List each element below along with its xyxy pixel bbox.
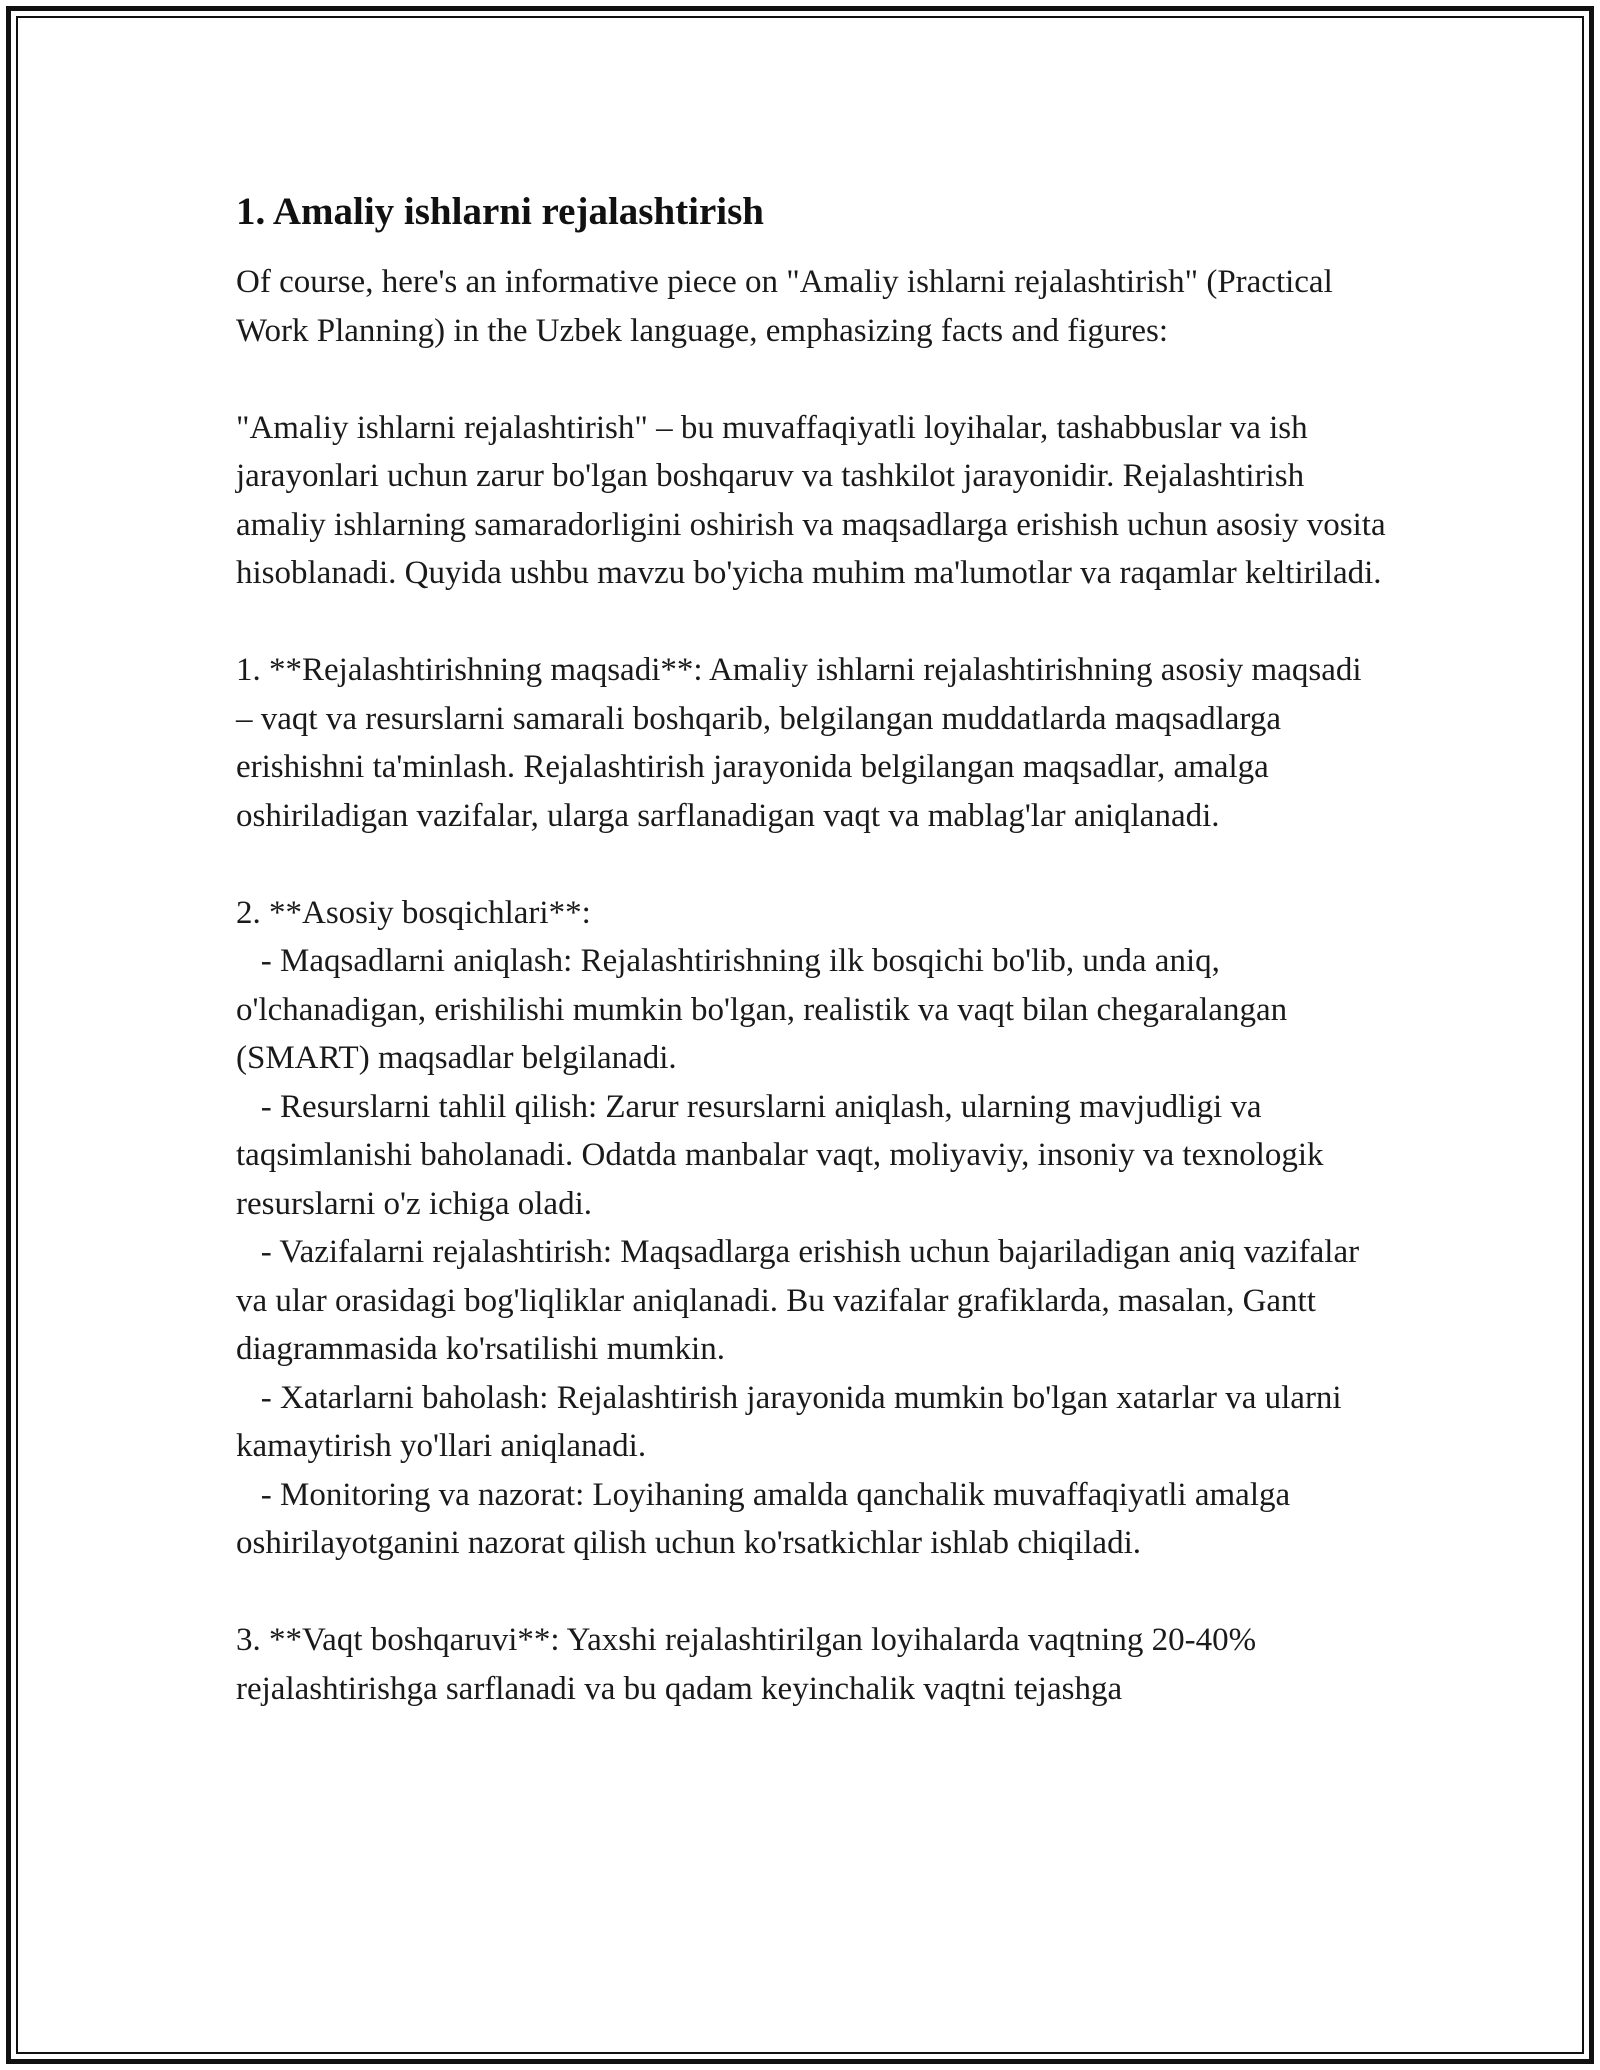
section-1-paragraph: 1. **Rejalashtirishning maqsadi**: Amaliy ishlarni rejalashtirishning asosiy maqsadi – vaqt va resurslarni samarali boshqarib, belgilangan muddatlarda maqsadlarga erishishni ta'minlash. Rejalashtirish jarayonida belgilangan maqsadlar, amalga oshiriladigan vazifalar, ularga sarflanadigan vaqt va mablag'lar aniqlanadi.	[236, 652, 1362, 834]
list-item: - Resurslarni tahlil qilish: Zarur resurslarni aniqlash, ularning mavjudligi va taqsimlanishi baholanadi. Odatda manbalar vaqt, moliyaviy, insoniy va texnologik resurslarni o'z ichiga oladi.	[236, 1088, 1332, 1222]
list-item: - Xatarlarni baholash: Rejalashtirish jarayonida mumkin bo'lgan xatarlar va ularni kamaytirish yo'llari aniqlanadi.	[236, 1379, 1350, 1464]
document-title: 1. Amaliy ishlarni rejalashtirish	[236, 190, 764, 233]
intro-paragraph: Of course, here's an informative piece on "Amaliy ishlarni rejalashtirish" (Practical Work Planning) in the Uzbek language, emphasizing facts and figures:	[236, 264, 1333, 349]
section-2-block	[236, 889, 1386, 1568]
list-item: - Monitoring va nazorat: Loyihaning amalda qanchalik muvaffaqiyatli amalga oshirilayotganini nazorat qilish uchun ko'rsatkichlar ishlab chiqiladi.	[236, 1476, 1299, 1561]
paragraph-spacer	[236, 355, 1386, 404]
section-2-heading: 2. **Asosiy bosqichlari**:	[236, 894, 591, 931]
lead-paragraph: "Amaliy ishlarni rejalashtirish" – bu muvaffaqiyatli loyihalar, tashabbuslar va ish jarayonlari uchun zarur bo'lgan boshqaruv va tashkilot jarayonidir. Rejalashtirish amaliy ishlarning samaradorligini oshirish va maqsadlarga erishish uchun asosiy vosita hisoblanadi. Quyida ushbu mavzu bo'yicha muhim ma'lumotlar va raqamlar keltiriladi.	[236, 409, 1386, 591]
list-item: - Maqsadlarni aniqlash: Rejalashtirishning ilk bosqichi bo'lib, unda aniq, o'lchanadigan, erishilishi mumkin bo'lgan, realistik va vaqt bilan chegaralangan (SMART) maqsadlar belgilanadi.	[236, 943, 1296, 1076]
paragraph-spacer	[236, 840, 1386, 889]
paragraph-spacer	[236, 1568, 1386, 1617]
list-item: - Vazifalarni rejalashtirish: Maqsadlarga erishish uchun bajariladigan aniq vazifalar va ular orasidagi bog'liqliklar aniqlanadi. Bu vazifalar grafiklarda, masalan, Gantt diagrammasida ko'rsatilishi mumkin.	[236, 1234, 1368, 1367]
section-3-paragraph: 3. **Vaqt boshqaruvi**: Yaxshi rejalashtirilgan loyihalarda vaqtning 20-40% rejalashtirishga sarflanadi va bu qadam keyinchalik vaqtni tejashga	[236, 1622, 1257, 1707]
document-body	[236, 188, 1386, 1713]
paragraph-spacer	[236, 598, 1386, 647]
